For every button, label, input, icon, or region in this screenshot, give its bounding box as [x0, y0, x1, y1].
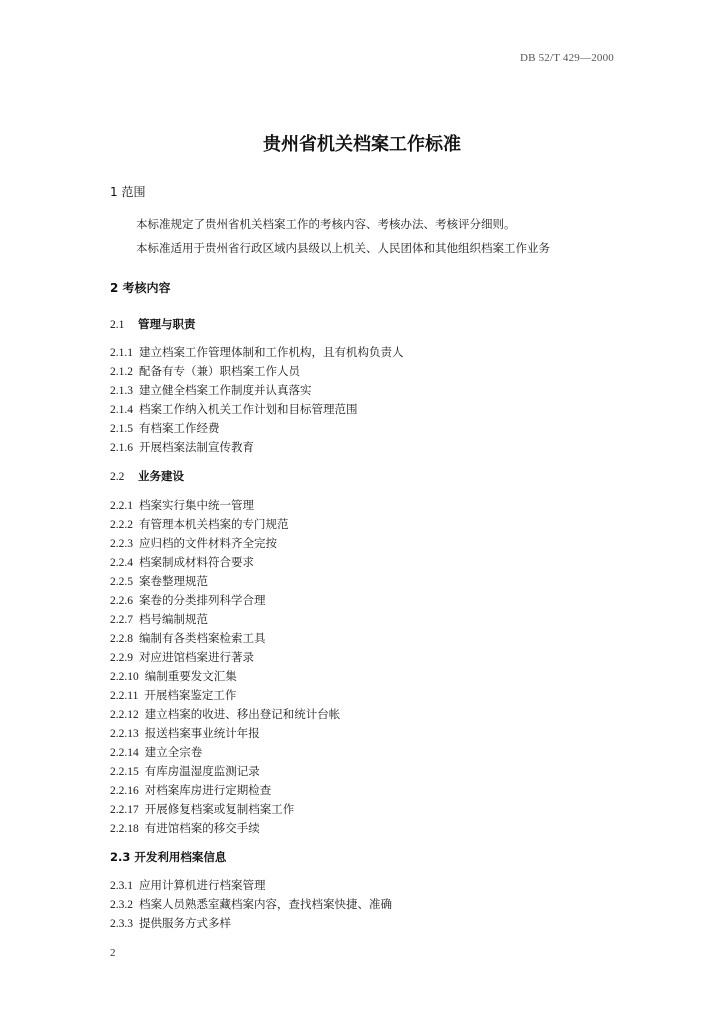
- list-item: [110, 573, 208, 589]
- item-text: 编制有各类档案检索工具: [139, 631, 266, 645]
- item-number: 2.3.3: [110, 918, 133, 930]
- item-number: 2.2.12: [110, 709, 139, 721]
- item-number: 2.3.1: [110, 880, 133, 892]
- list-item: [110, 363, 300, 379]
- page-number: 2: [110, 947, 116, 959]
- item-number: 2.1.2: [110, 366, 133, 378]
- item-text: 建立档案的收进、移出登记和统计台帐: [144, 707, 341, 721]
- item-number: 2.2.2: [110, 519, 133, 531]
- subsection-heading-utilization: 2.3 开发利用档案信息: [110, 850, 227, 864]
- item-number: 2.3.2: [110, 899, 133, 911]
- list-item: [110, 706, 340, 722]
- item-text: 档号编制规范: [139, 612, 208, 626]
- item-text: 编制重要发文汇集: [144, 669, 237, 683]
- item-number: 2.2.3: [110, 538, 133, 550]
- item-text: 档案制成材料符合要求: [139, 555, 254, 569]
- item-number: 2.1.4: [110, 404, 133, 416]
- item-text: 开展档案法制宣传教育: [139, 440, 254, 454]
- item-text: 对档案库房进行定期检查: [144, 783, 272, 797]
- list-item: [110, 516, 289, 532]
- list-item: [110, 801, 294, 817]
- item-number: 2.2.11: [110, 690, 139, 702]
- list-item: [110, 535, 277, 551]
- list-item: [110, 554, 254, 570]
- list-item: [110, 592, 266, 608]
- subsection-number: 2.1: [110, 319, 125, 331]
- scope-paragraph-2: 本标准适用于贵州省行政区域内县级以上机关、人民团体和其他组织档案工作业务: [136, 241, 550, 255]
- subsection-title: 业务建设: [138, 469, 184, 483]
- item-number: 2.2.7: [110, 614, 133, 626]
- item-number: 2.1.6: [110, 442, 133, 454]
- list-item: [110, 915, 231, 931]
- page-title: 贵州省机关档案工作标准: [263, 134, 461, 155]
- item-number: 2.2.17: [110, 804, 139, 816]
- list-item: [110, 725, 260, 741]
- item-text: 建立健全档案工作制度并认真落实: [139, 383, 312, 397]
- item-text: 应归档的文件材料齐全完按: [139, 536, 277, 550]
- list-item: [110, 497, 254, 513]
- item-number: 2.1.1: [110, 347, 133, 359]
- list-item: [110, 420, 220, 436]
- list-item: [110, 877, 266, 893]
- item-number: 2.2.8: [110, 633, 133, 645]
- item-text: 有档案工作经费: [139, 421, 220, 435]
- item-text: 开展档案鉴定工作: [144, 688, 237, 702]
- list-item: [110, 820, 260, 836]
- list-item: [110, 744, 202, 760]
- list-item: [110, 630, 266, 646]
- list-item: [110, 611, 208, 627]
- list-item: [110, 896, 392, 912]
- item-text: 建立全宗卷: [144, 745, 203, 759]
- section-heading-content: 2 考核内容: [110, 281, 171, 295]
- item-number: 2.2.13: [110, 728, 139, 740]
- list-item: [110, 401, 358, 417]
- item-text: 配备有专（兼）职档案工作人员: [139, 364, 300, 378]
- item-number: 2.2.4: [110, 557, 133, 569]
- item-text: 档案人员熟悉室藏档案内容，查找档案快捷、准确: [139, 897, 392, 911]
- item-text: 开展修复档案或复制档案工作: [144, 802, 295, 816]
- item-number: 2.2.15: [110, 766, 139, 778]
- item-number: 2.2.9: [110, 652, 133, 664]
- item-number: 2.1.5: [110, 423, 133, 435]
- subsection-heading-operations: [110, 468, 184, 484]
- item-text: 报送档案事业统计年报: [144, 726, 260, 740]
- list-item: [110, 763, 260, 779]
- item-number: 2.2.1: [110, 500, 133, 512]
- item-text: 档案工作纳入机关工作计划和目标管理范围: [139, 402, 358, 416]
- list-item: [110, 439, 254, 455]
- document-code: DB 52/T 429—2000: [519, 52, 614, 64]
- list-item: [110, 344, 404, 360]
- item-text: 有进馆档案的移交手续: [144, 821, 260, 835]
- list-item: [110, 782, 271, 798]
- item-number: 2.2.16: [110, 785, 139, 797]
- item-text: 建立档案工作管理体制和工作机构，且有机构负责人: [139, 345, 404, 359]
- item-text: 案卷的分类排列科学合理: [139, 593, 266, 607]
- item-text: 有库房温湿度监测记录: [144, 764, 260, 778]
- subsection-number: 2.2: [110, 471, 125, 483]
- item-text: 提供服务方式多样: [139, 916, 231, 930]
- item-number: 2.2.10: [110, 671, 139, 683]
- list-item: [110, 687, 236, 703]
- item-text: 有管理本机关档案的专门规范: [139, 517, 289, 531]
- subsection-heading-management: [110, 316, 196, 332]
- item-number: 2.2.6: [110, 595, 133, 607]
- section-heading-scope: 1 范围: [110, 185, 146, 199]
- item-text: 应用计算机进行档案管理: [139, 878, 266, 892]
- item-number: 2.2.14: [110, 747, 139, 759]
- item-number: 2.1.3: [110, 385, 133, 397]
- list-item: [110, 649, 254, 665]
- list-item: [110, 668, 237, 684]
- item-number: 2.2.5: [110, 576, 133, 588]
- item-text: 档案实行集中统一管理: [139, 498, 254, 512]
- list-item: [110, 382, 312, 398]
- item-number: 2.2.18: [110, 823, 139, 835]
- item-text: 案卷整理规范: [139, 574, 208, 588]
- item-text: 对应进馆档案进行著录: [139, 650, 254, 664]
- scope-paragraph-1: 本标准规定了贵州省机关档案工作的考核内容、考核办法、考核评分细则。: [136, 217, 516, 231]
- subsection-title: 管理与职责: [138, 317, 196, 331]
